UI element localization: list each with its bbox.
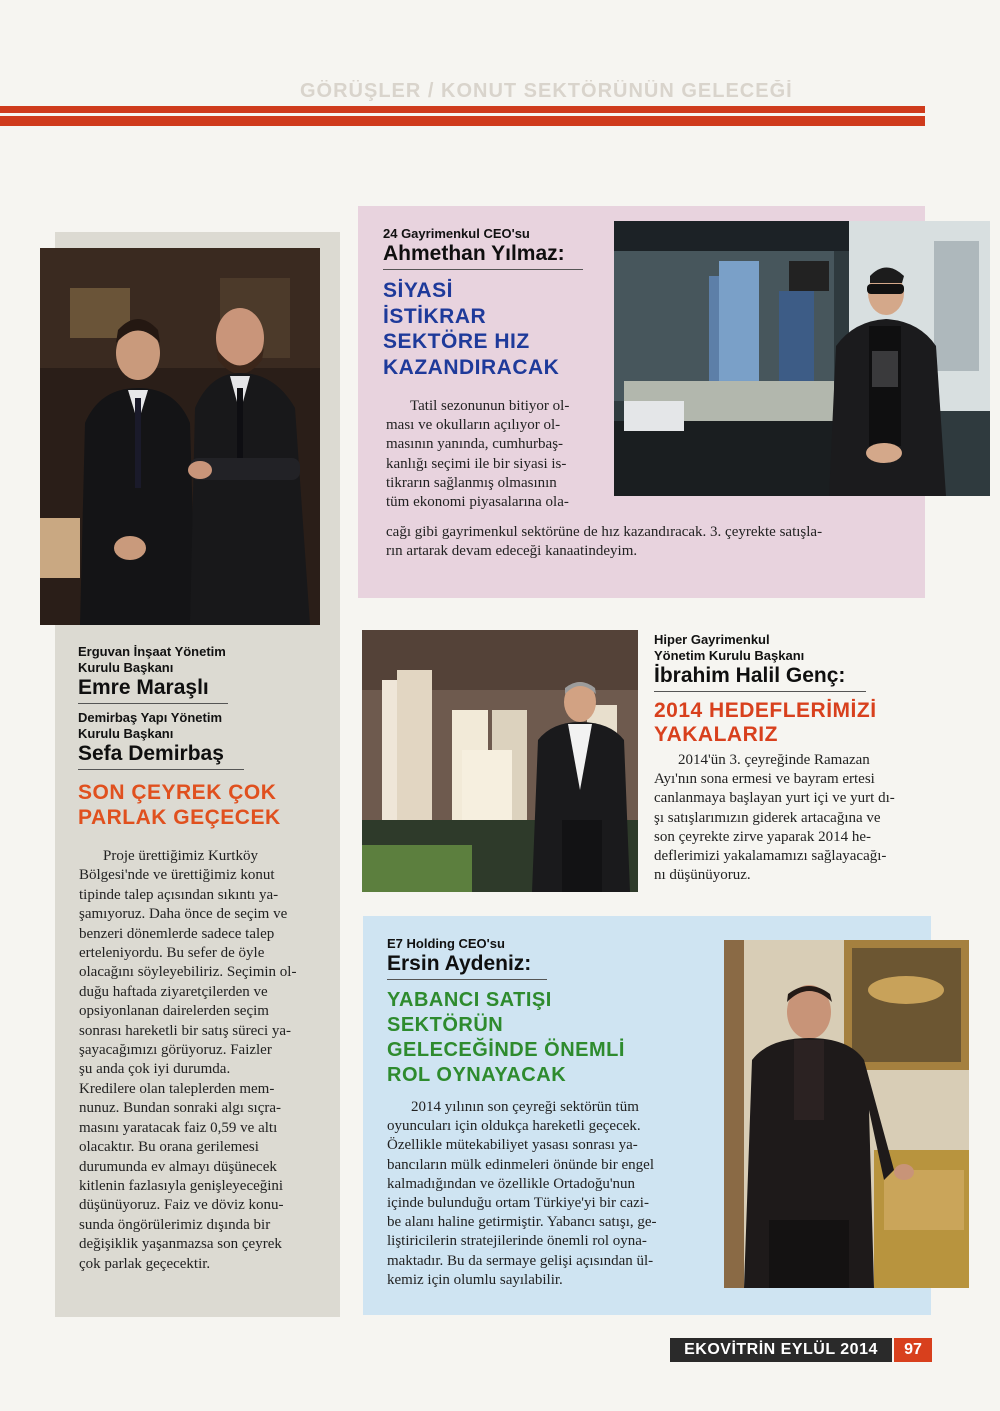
page-number: 97: [894, 1338, 932, 1362]
bottom-body-line: liştiricilerin stratejilerinde önemli rol oyna-: [387, 1233, 647, 1250]
left-body-line: benzeri dönemlerde sadece talep: [79, 925, 275, 942]
middle-kicker-line-2: Yönetim Kurulu Başkanı: [654, 648, 805, 663]
bottom-body-line: bancıların mülk edinmeleri önünde bir engel: [387, 1156, 654, 1173]
left-body-line: masını yaratacak faiz 0,59 ve altı: [79, 1119, 278, 1136]
left-body-line: değişiklik yaşanmazsa son çeyrek: [79, 1236, 282, 1253]
left-name-2: Sefa Demirbaş: [78, 742, 224, 765]
middle-body-line: Ayı'nın sona ermesi ve bayram ertesi: [654, 771, 875, 788]
left-body-line: Kredilere olan taleplerden mem-: [79, 1080, 275, 1097]
left-kicker-1-line-1: Erguvan İnşaat Yönetim: [78, 644, 226, 659]
left-name-1: Emre Maraşlı: [78, 676, 209, 699]
top-body-line: ması ve okulların açılıyor ol-: [386, 417, 561, 434]
left-body-line: durumunda ev almayı düşünecek: [79, 1158, 277, 1175]
left-body-line: kitlenin fazlasıyla genişleyeceğini: [79, 1177, 284, 1194]
middle-body-line: 2014'ün 3. çeyreğinde Ramazan: [678, 752, 870, 768]
left-body-line: Proje ürettiğimiz Kurtköy: [103, 848, 258, 864]
left-body-line: opsiyonlanan dairelerden seçim: [79, 1003, 269, 1020]
bottom-headline-line-2: SEKTÖRÜN: [387, 1014, 504, 1036]
top-body-line: tikrarın sağlanmış olmasının: [386, 474, 557, 491]
left-body-line: düşünüyoruz. Faiz ve döviz konu-: [79, 1197, 284, 1214]
header-red-rule: [0, 106, 925, 126]
left-body-line: duğu haftada ziyaretçilerden ve: [79, 983, 268, 1000]
bottom-headline-line-1: YABANCI SATIŞI: [387, 989, 552, 1011]
left-body-line: erteleniyordu. Bu sefer de öyle: [79, 945, 265, 962]
left-body-line: Bölgesi'nde ve ürettiğimiz konut: [79, 867, 275, 884]
top-body-line: kanlığı seçimi ile bir siyasi is-: [386, 455, 567, 472]
bottom-body-line: 2014 yılının son çeyreği sektörün tüm: [411, 1099, 639, 1115]
top-headline-line-3: SEKTÖRE HIZ: [383, 330, 530, 353]
bottom-body-line: maktadır. Bu da sermaye gelişi açısından ül-: [387, 1252, 654, 1269]
middle-body-line: şı satışlarımızın giderek artacağına ve: [654, 809, 881, 826]
bottom-headline-line-4: ROL OYNAYACAK: [387, 1064, 567, 1086]
top-kicker: 24 Gayrimenkul CEO'su: [383, 226, 530, 241]
top-body-line: cağı gibi gayrimenkul sektörüne de hız kazandıracak. 3. çeyrekte satışla-: [386, 524, 823, 540]
left-body-line: tipinde talep açısından sıkıntı ya-: [79, 886, 279, 903]
bottom-body-line: be alanı haline getirmiştir. Yabancı satışı, ge-: [387, 1214, 657, 1231]
bottom-article-body: [387, 1098, 703, 1290]
left-headline-line-1: SON ÇEYREK ÇOK: [78, 781, 277, 804]
left-body-line: olacağını söyleyebiliriz. Seçimin ol-: [79, 964, 297, 981]
left-body-line: sunda öngörülerimiz dışında bir: [79, 1216, 271, 1233]
bottom-body-line: Özellikle mütekabiliyet yasası sonrası ya-: [387, 1137, 638, 1154]
bottom-body-line: kalmadığından ve özellikle Ortadoğu'nun: [387, 1175, 636, 1192]
middle-body-line: deflerimizi yakalamamızı sağlayacağı-: [654, 848, 887, 865]
middle-article-body: [654, 751, 929, 885]
footer-magazine-label: EKOVİTRİN EYLÜL 2014: [670, 1338, 892, 1362]
left-article-body: [79, 847, 322, 1274]
left-body-line: şayacağımızı görüyoruz. Faizler: [79, 1042, 272, 1059]
bottom-body-line: oyuncuları için oldukça hareketli geçecek.: [387, 1118, 641, 1135]
chairman-with-residential-model-photo: [362, 630, 638, 892]
ceo-with-tower-model-photo: [614, 221, 990, 496]
top-headline-line-2: İSTİKRAR: [383, 304, 487, 328]
left-body-line: olacaktır. Bu orana gerilemesi: [79, 1139, 259, 1156]
top-body-line: tüm ekonomi piyasalarına ola-: [386, 494, 569, 511]
left-body-line: sonrası hareketli bir satış süreci ya-: [79, 1022, 292, 1039]
bottom-body-line: içinde bulunduğu ortam Türkiye'yi bir cazi-: [387, 1195, 649, 1212]
running-head: GÖRÜŞLER / KONUT SEKTÖRÜNÜN GELECEĞİ: [300, 80, 793, 102]
middle-kicker-line-1: Hiper Gayrimenkul: [654, 632, 770, 647]
left-body-line: şu anda çok iyi durumda.: [79, 1061, 231, 1078]
left-kicker-2-line-1: Demirbaş Yapı Yönetim: [78, 710, 223, 725]
top-body-line: rın artarak devam edeceği kanaatindeyim.: [386, 543, 638, 560]
top-article-body: [386, 397, 606, 512]
left-body-line: çok parlak geçecektir.: [79, 1255, 211, 1272]
top-article-body-wide: [386, 523, 916, 561]
top-body-line: Tatil sezonunun bitiyor ol-: [410, 398, 570, 414]
middle-body-line: nı düşünüyoruz.: [654, 867, 751, 884]
top-headline-line-4: KAZANDIRACAK: [383, 355, 560, 379]
left-name-2-rule: [78, 769, 244, 770]
left-body-line: şamıyoruz. Daha önce de seçim ve: [79, 906, 288, 923]
bottom-body-line: kemiz için olumlu sayılabilir.: [387, 1271, 563, 1288]
top-name: Ahmethan Yılmaz:: [383, 242, 565, 265]
ceo-in-classic-interior-photo: [724, 940, 969, 1288]
bottom-headline-line-3: GELECEĞİNDE ÖNEMLİ: [387, 1039, 625, 1061]
middle-name-rule: [654, 691, 866, 692]
top-name-rule: [383, 269, 583, 270]
two-businessmen-photo: [40, 248, 320, 625]
left-body-line: nunuz. Bundan sonraki algı sıçra-: [79, 1100, 282, 1117]
middle-name: İbrahim Halil Genç:: [654, 664, 846, 687]
middle-headline-line-1: 2014 HEDEFLERİMİZİ: [654, 699, 877, 722]
top-body-line: masının yanında, cumhurbaş-: [386, 436, 564, 453]
middle-body-line: canlanmaya başlayan yurt içi ve yurt dı-: [654, 790, 895, 807]
left-kicker-1-line-2: Kurulu Başkanı: [78, 660, 174, 675]
top-headline-line-1: SİYASİ: [383, 279, 453, 302]
left-kicker-2-line-2: Kurulu Başkanı: [78, 726, 174, 741]
bottom-kicker: E7 Holding CEO'su: [387, 936, 505, 951]
bottom-name: Ersin Aydeniz:: [387, 952, 532, 975]
middle-body-line: son çeyrekte zirve yaparak 2014 he-: [654, 828, 871, 845]
left-headline-line-2: PARLAK GEÇECEK: [78, 806, 281, 829]
bottom-name-rule: [387, 979, 547, 980]
left-name-1-rule: [78, 703, 228, 704]
middle-headline-line-2: YAKALARIZ: [654, 723, 778, 746]
